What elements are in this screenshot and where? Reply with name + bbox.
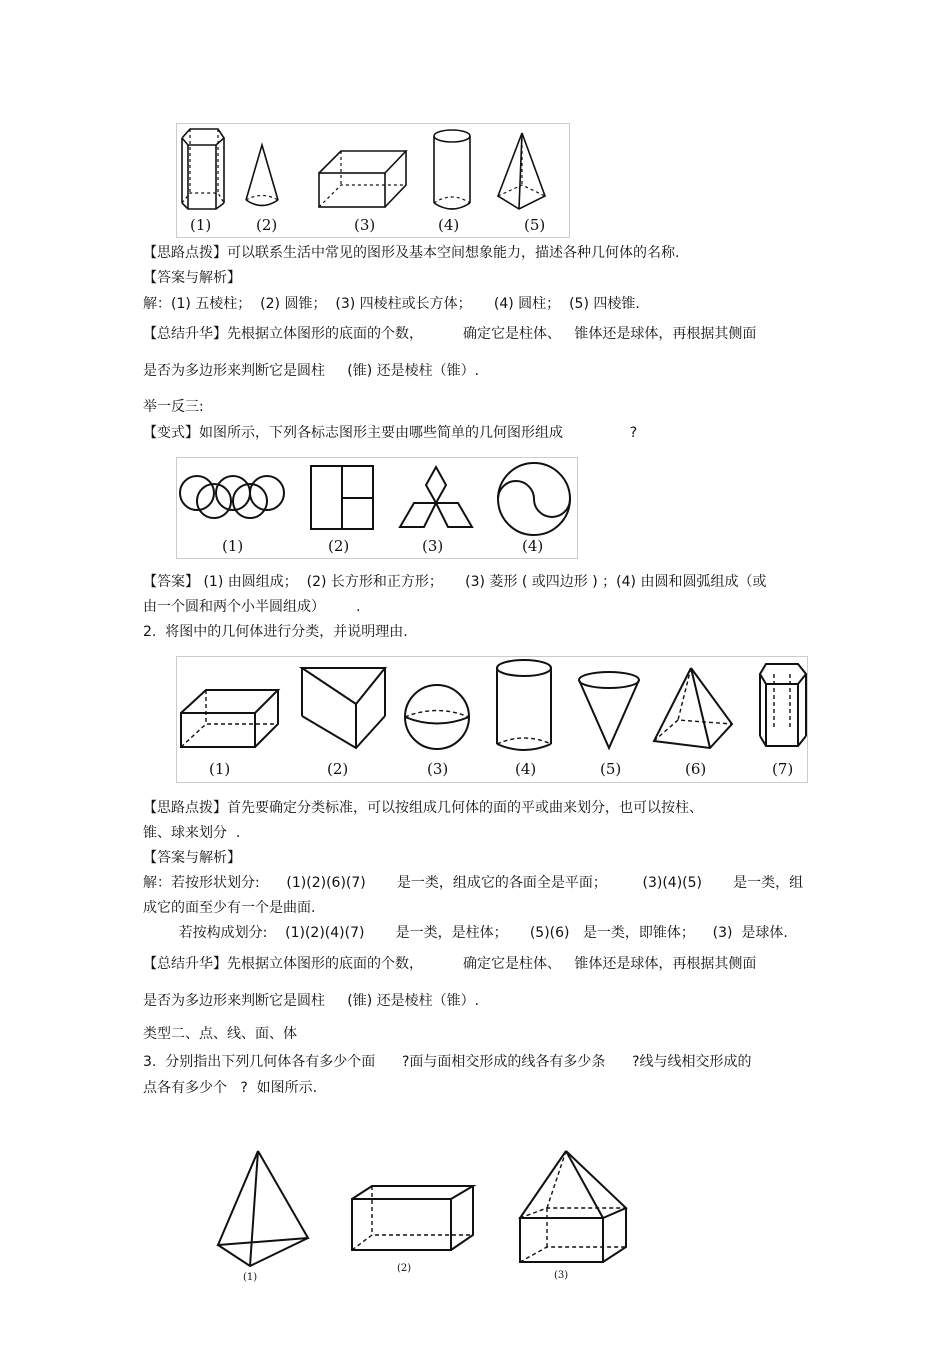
text-line-13: 【答案与解析】 [143,850,241,866]
figure-solids-3-drawing [210,1145,640,1290]
figure3-label-7: (7) [772,760,794,778]
text-line-14: 解：若按形状划分: (1)(2)(6)(7) 是一类，组成它的各面全是平面； (3)(4)(5) 是一类，组 [143,875,804,891]
figure1-label-2: (2) [256,216,278,234]
figure1-label-5: (5) [524,216,546,234]
text-line-3: 解：(1) 五棱柱； (2) 圆锥； (3) 四棱柱或长方体； (4) 圆柱； (5) 四棱锥. [143,296,640,312]
text-line-11: 【思路点拨】首先要确定分类标准，可以按组成几何体的面的平或曲来划分，也可以按柱、 [143,800,703,816]
figure3-label-1: (1) [209,760,231,778]
figure3-label-4: (4) [515,760,537,778]
figure2-label-1: (1) [222,537,244,555]
figure3-label-6: (6) [685,760,707,778]
figure-logos [176,457,578,559]
text-line-1: 【思路点拨】可以联系生活中常见的图形及基本空间想象能力，描述各种几何体的名称. [143,245,680,261]
figure-solids-2 [176,656,808,783]
text-line-7: 【变式】如图所示，下列各标志图形主要由哪些简单的几何图形组成 ? [143,425,638,441]
figure3-label-5: (5) [600,760,622,778]
figure4-label-2: (2) [397,1263,412,1274]
figure2-label-2: (2) [328,537,350,555]
figure3-label-2: (2) [327,760,349,778]
figure-logos-drawing [176,457,578,559]
figure4-label-3: (3) [554,1270,569,1281]
text-line-20: 3. 分别指出下列几何体各有多少个面 ?面与面相交形成的线各有多少条 ?线与线相交形成的 [143,1054,752,1070]
text-line-15: 成它的面至少有一个是曲面. [143,900,316,916]
text-line-12: 锥、球来划分 . [143,825,241,841]
figure2-label-3: (3) [422,537,444,555]
text-line-9: 由一个圆和两个小半圆组成） . [143,599,361,615]
figure1-label-1: (1) [190,216,212,234]
figure1-label-3: (3) [354,216,376,234]
figure-solids-1-drawing [176,123,570,238]
text-line-19: 类型二、点、线、面、体 [143,1026,297,1042]
figure1-label-4: (4) [438,216,460,234]
figure-solids-1 [176,123,570,238]
figure-solids-3 [210,1145,640,1290]
figure-solids-2-drawing [176,656,808,783]
text-line-5: 是否为多边形来判断它是圆柱 (锥) 还是棱柱（锥）. [143,363,480,379]
text-line-21: 点各有多少个 ? 如图所示. [143,1080,318,1096]
text-line-18: 是否为多边形来判断它是圆柱 (锥) 还是棱柱（锥）. [143,993,480,1009]
text-line-4: 【总结升华】先根据立体图形的底面的个数， 确定它是柱体、 锥体还是球体，再根据其侧面 [143,326,757,342]
text-line-2: 【答案与解析】 [143,270,241,286]
text-line-8: 【答案】 (1) 由圆组成； (2) 长方形和正方形； (3) 菱形 ( 或四边形 ) ；(4) 由圆和圆弧组成（或 [143,574,767,590]
figure2-label-4: (4) [522,537,544,555]
figure3-label-3: (3) [427,760,449,778]
text-line-6: 举一反三: [143,399,204,415]
text-line-16: 若按构成划分: (1)(2)(4)(7) 是一类，是柱体； (5)(6) 是一类，即锥体； (3) 是球体. [143,925,788,941]
text-line-17: 【总结升华】先根据立体图形的底面的个数， 确定它是柱体、 锥体还是球体，再根据其侧面 [143,956,757,972]
text-line-10: 2. 将图中的几何体进行分类，并说明理由. [143,624,408,640]
figure4-label-1: (1) [243,1272,258,1283]
